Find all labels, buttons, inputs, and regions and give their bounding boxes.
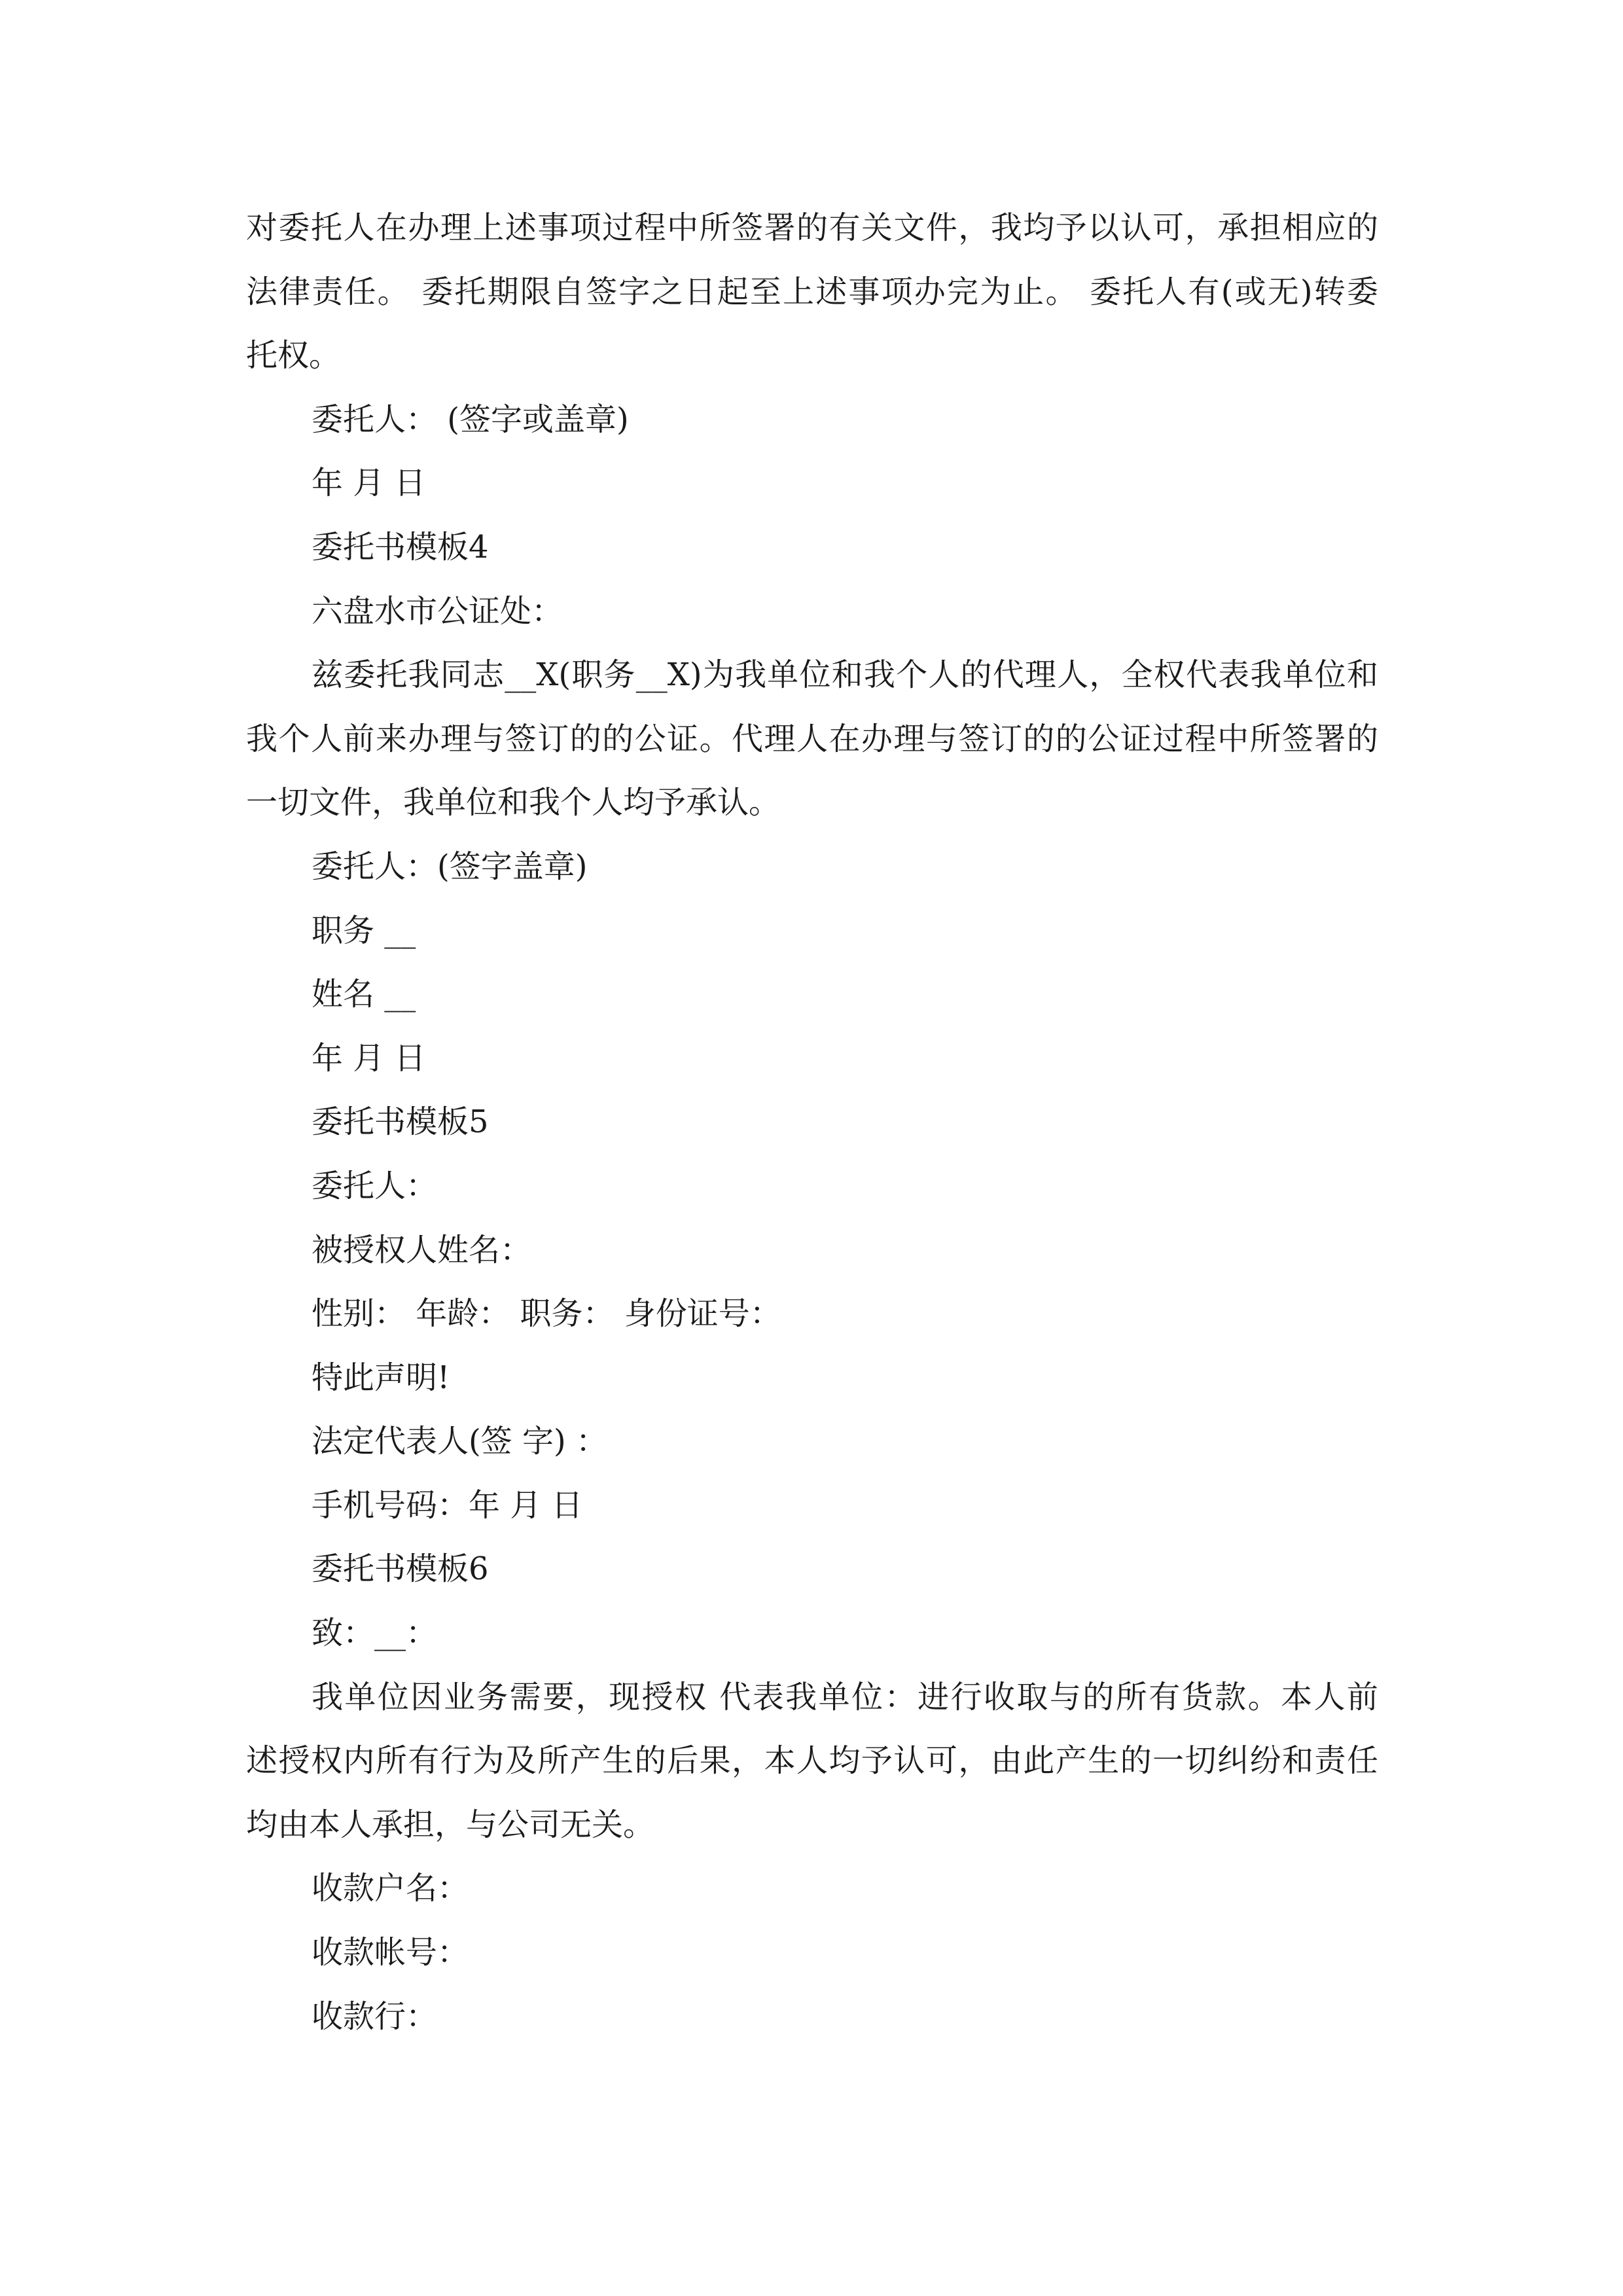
paragraph-line: 述授权内所有行为及所产生的后果，本人均予认可，由此产生的一切纠纷和责任 [246, 1742, 1378, 1780]
signature-line: 委托人： (签字或盖章) [312, 401, 629, 438]
section-heading: 委托书模板5 [312, 1103, 489, 1141]
section-heading: 委托书模板4 [312, 528, 489, 565]
principal-field: 委托人： [312, 1167, 438, 1204]
paragraph-line: 我个人前来办理与签订的的公证。代理人在办理与签订的的公证过程中所签署的 [246, 720, 1378, 757]
date-line: 年 月 日 [312, 1039, 426, 1077]
agent-name-field: 被授权人姓名： [312, 1231, 532, 1268]
signature-line: 委托人：(签字盖章) [312, 848, 588, 885]
addressee-line: 六盘水市公证处： [312, 592, 563, 630]
bank-field: 收款行： [312, 1998, 438, 2035]
name-field: 姓名 __ [312, 976, 416, 1013]
paragraph-line: 兹委托我同志__X(职务__X)为我单位和我个人的代理人，全权代表我单位和 [312, 656, 1378, 694]
paragraph-line: 我单位因业务需要，现授权 代表我单位：进行收取与的所有货款。本人前 [312, 1678, 1378, 1715]
account-name-field: 收款户名： [312, 1870, 469, 1907]
date-line: 年 月 日 [312, 465, 426, 502]
agent-details-fields: 性别： 年龄： 职务： 身份证号： [312, 1295, 781, 1333]
paragraph-line: 对委托人在办理上述事项过程中所签署的有关文件，我均予以认可，承担相应的 [246, 209, 1378, 246]
addressee-line: 致：__： [312, 1615, 438, 1652]
paragraph-line: 法律责任。 委托期限自签字之日起至上述事项办完为止。 委托人有(或无)转委 [246, 273, 1378, 310]
paragraph-line: 一切文件，我单位和我个人均予承认。 [246, 784, 781, 821]
paragraph-line: 均由本人承担，与公司无关。 [246, 1806, 655, 1843]
document-body [246, 196, 1378, 2049]
phone-date-field: 手机号码：年 月 日 [312, 1486, 583, 1524]
position-field: 职务 __ [312, 912, 416, 949]
account-number-field: 收款帐号： [312, 1934, 469, 1971]
section-heading: 委托书模板6 [312, 1551, 489, 1588]
paragraph-line: 托权。 [246, 337, 341, 374]
declaration-line: 特此声明! [312, 1359, 450, 1396]
legal-representative-field: 法定代表人(签 字) ： [312, 1423, 607, 1460]
